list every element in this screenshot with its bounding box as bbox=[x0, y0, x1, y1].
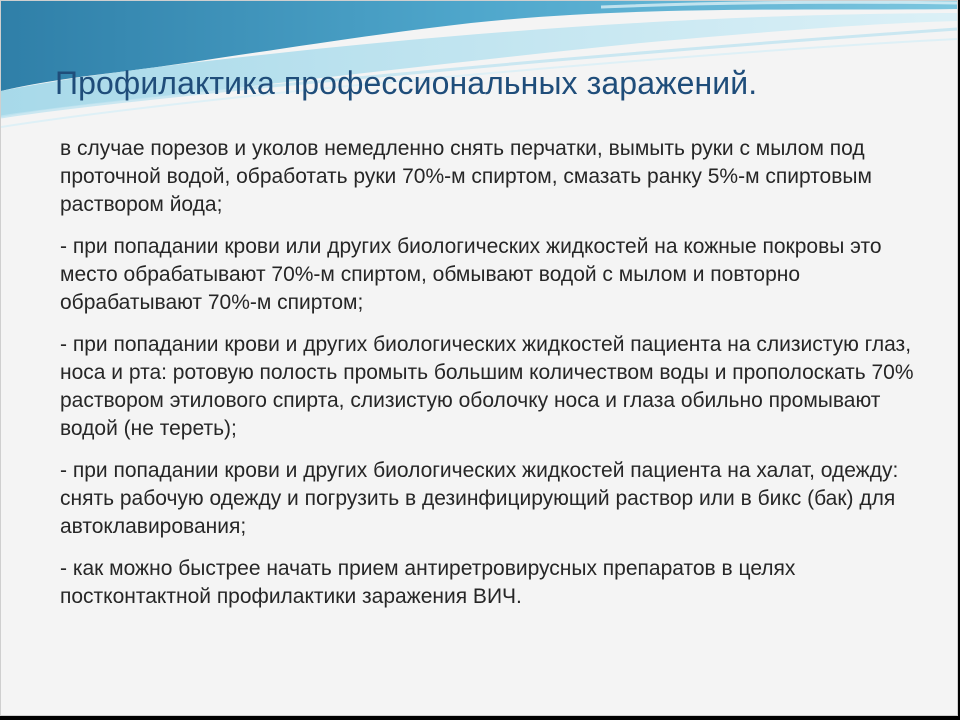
paragraph-skin: - при попадании крови или других биологических жидкостей на кожные покровы это место обрабатывают 70%-м спиртом, обмывают водой с мылом и повторно обрабатывают 70%-м спиртом; bbox=[60, 235, 882, 314]
slide-title: Профилактика профессиональных заражений. bbox=[55, 65, 758, 101]
slide-body bbox=[60, 135, 920, 625]
paragraph-antiretroviral: - как можно быстрее начать прием антиретровирусных препаратов в целях постконтактной профилактики заражения ВИЧ. bbox=[60, 557, 796, 608]
paragraph-clothing: - при попадании крови и других биологических жидкостей пациента на халат, одежду: снять рабочую одежду и погрузить в дезинфицирующий раствор или в бикс (бак) для автоклавирования; bbox=[60, 459, 899, 538]
paragraph-cuts: в случае порезов и уколов немедленно снять перчатки, вымыть руки с мылом под проточной водой, обработать руки 70%-м спиртом, смазать ранку 5%-м спиртовым раствором йода; bbox=[60, 137, 872, 216]
paragraph-mucosa: - при попадании крови и других биологических жидкостей пациента на слизистую глаз, носа и рта: ротовую полость промыть большим количеством воды и прополоскать 70% раствором этилового спирта, слизистую оболочку носа и глаза обильно промывают водой (не тереть); bbox=[60, 333, 914, 440]
